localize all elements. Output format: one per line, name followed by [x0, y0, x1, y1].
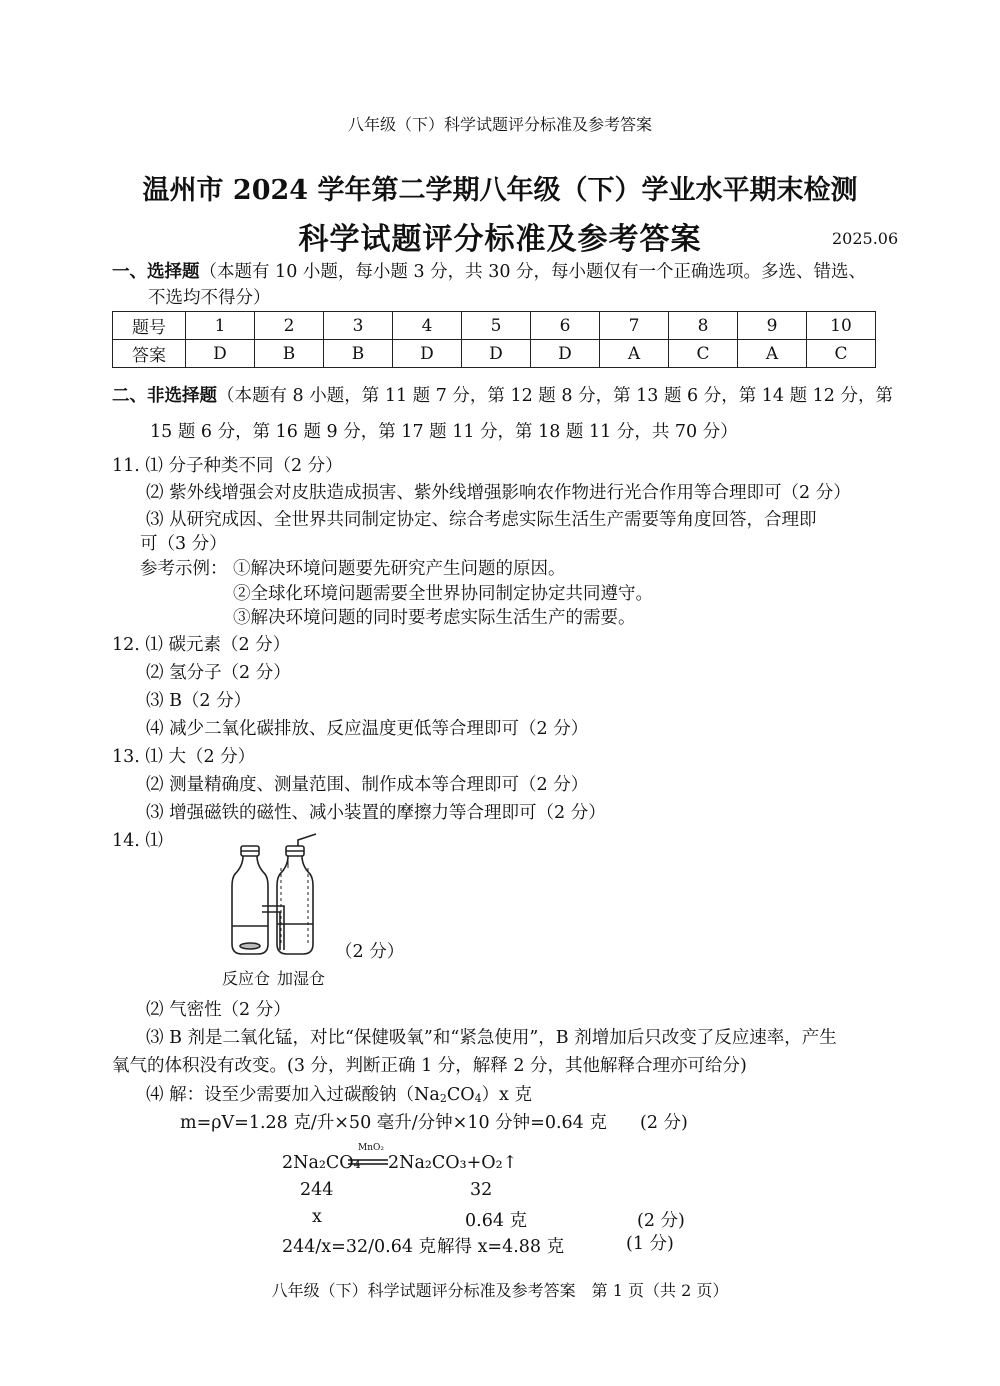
q13-answer-2: ⑵ 测量精确度、测量范围、制作成本等合理即可（2 分）: [146, 775, 589, 795]
table-cell: 4: [393, 312, 462, 340]
q14-answer-4: ⑷ 解：设至少需要加入过碳酸钠$(Na_2CO_4)x$ 克: [146, 1085, 532, 1105]
equation-sign: [348, 1157, 388, 1167]
section2-desc-1: （本题有 8 小题，第 11 题 7 分，第 12 题 8 分，第 13 题 6 分，第 14 题 12 分，第: [217, 386, 894, 406]
table-cell: 8: [669, 312, 738, 340]
mr-reactant: 244: [300, 1180, 334, 1200]
q11-example-3: ③解决环境问题的同时要考虑实际生活生产的需要。: [233, 608, 636, 628]
section2-heading: 二、非选择题: [112, 386, 217, 406]
q12-answer-2: ⑵ 氢分子（2 分）: [146, 663, 291, 683]
q11-answer-1: 11. ⑴ 分子种类不同（2 分）: [112, 456, 343, 476]
q12-answer-3: ⑶ B（2 分）: [146, 691, 252, 711]
page-header: 八年级（下）科学试题评分标准及参考答案: [347, 115, 652, 134]
table-cell: C: [669, 340, 738, 368]
catalyst-label: MnO₂: [358, 1143, 384, 1153]
x-label: x: [312, 1207, 322, 1227]
q11-example-label: 参考示例：: [140, 559, 228, 579]
q13-answer-3: ⑶ 增强磁铁的磁性、减小装置的摩擦力等合理即可（2 分）: [146, 803, 606, 823]
q14-mass-calc: m=ρV=1.28 克/升×50 毫升/分钟×10 分钟=0.64 克: [180, 1113, 607, 1133]
connecting-tube: [262, 906, 284, 950]
solution-text: 解得 x=4.88 克: [437, 1237, 565, 1257]
q14-answer-3b: 氧气的体积没有改变。(3 分，判断正确 1 分，解释 2 分，其他解释合理亦可给分): [112, 1056, 747, 1076]
table-cell: D: [531, 340, 600, 368]
table-cell: 2: [255, 312, 324, 340]
section2-desc-2: 15 题 6 分，第 16 题 9 分，第 17 题 11 分，第 18 题 11 分，共 70 分）: [150, 422, 738, 442]
table-cell: A: [738, 340, 807, 368]
product-formula: 2Na₂CO₃+O₂↑: [388, 1153, 518, 1173]
exam-subtitle: 科学试题评分标准及参考答案: [298, 222, 702, 257]
reactant-formula: 2Na₂CO₄: [282, 1153, 361, 1173]
row-label-answer: 答案: [113, 340, 186, 368]
section1-intro: [112, 258, 866, 283]
table-cell: A: [600, 340, 669, 368]
section1-desc-2: 不选均不得分）: [148, 288, 271, 308]
q13-answer-1: 13. ⑴ 大（2 分）: [112, 747, 256, 767]
exam-date: 2025.06: [832, 229, 899, 248]
q14-score-2b: (2 分): [637, 1211, 685, 1231]
table-cell: B: [255, 340, 324, 368]
mr-product: 32: [470, 1180, 493, 1200]
q14-answer-2: ⑵ 气密性（2 分）: [146, 1000, 291, 1020]
q14-diagram-score: （2 分）: [335, 942, 405, 962]
table-cell: D: [186, 340, 255, 368]
bottles-diagram: [222, 832, 332, 960]
q12-answer-1: 12. ⑴ 碳元素（2 分）: [112, 635, 291, 655]
table-cell: C: [807, 340, 876, 368]
section1-desc-1: （本题有 10 小题，每小题 3 分，共 30 分，每小题仅有一个正确选项。多选、错选、: [199, 262, 867, 282]
table-cell: D: [393, 340, 462, 368]
q11-answer-3a: ⑶ 从研究成因、全世界共同制定协定、综合考虑实际生活生产需要等角度回答，合理即: [146, 510, 817, 530]
q14-answer-3a: ⑶ B 剂是二氧化锰，对比“保健吸氧”和“紧急使用”，B 剂增加后只改变了反应速率，产生: [146, 1028, 837, 1048]
table-cell: D: [462, 340, 531, 368]
q14-a4-end: ）x 克: [481, 1085, 532, 1105]
table-cell: 6: [531, 312, 600, 340]
q11-answer-2: ⑵ 紫外线增强会对皮肤造成损害、紫外线增强影响农作物进行光合作用等合理即可（2 分）: [146, 483, 851, 503]
ratio-equation: 244/x=32/0.64 克: [282, 1237, 437, 1257]
table-cell: 10: [807, 312, 876, 340]
q11-example-1: ①解决环境问题要先研究产生问题的原因。: [233, 559, 566, 579]
q11-answer-3b: 可（3 分）: [140, 534, 227, 554]
table-cell: 1: [186, 312, 255, 340]
table-cell: 7: [600, 312, 669, 340]
section2-intro: [112, 382, 893, 407]
table-cell: 9: [738, 312, 807, 340]
q14-score-1: (1 分): [626, 1234, 674, 1254]
caption-reaction-chamber: 反应仓: [222, 969, 271, 988]
table-cell: 3: [324, 312, 393, 340]
caption-humidifier-chamber: 加湿仓: [277, 969, 326, 988]
table-cell: B: [324, 340, 393, 368]
table-row-answers: [113, 340, 876, 368]
exam-title: 温州市 2024 学年第二学期八年级（下）学业水平期末检测: [142, 175, 858, 206]
q12-answer-4: ⑷ 减少二氧化碳排放、反应温度更低等合理即可（2 分）: [146, 719, 589, 739]
table-cell: 5: [462, 312, 531, 340]
section1-heading: 一、选择题: [112, 262, 200, 282]
reaction-bottle: [232, 846, 268, 954]
q14-a4-suffix: CO: [446, 1085, 475, 1105]
page-footer: 八年级（下）科学试题评分标准及参考答案 第 1 页（共 2 页）: [271, 1281, 729, 1300]
humidifier-bottle: [277, 834, 316, 954]
q14-score-2a: (2 分): [640, 1113, 688, 1133]
q14-answer-1: 14. ⑴: [112, 831, 163, 851]
q11-example-2: ②全球化环境问题需要全世界协同制定协定共同遵守。: [233, 584, 653, 604]
mass-label: 0.64 克: [465, 1211, 528, 1231]
q14-a4-prefix: ⑷ 解：设至少需要加入过碳酸钠（Na: [146, 1085, 440, 1105]
row-label-number: 题号: [113, 312, 186, 340]
table-row-numbers: [113, 312, 876, 340]
answer-table: [112, 311, 876, 368]
